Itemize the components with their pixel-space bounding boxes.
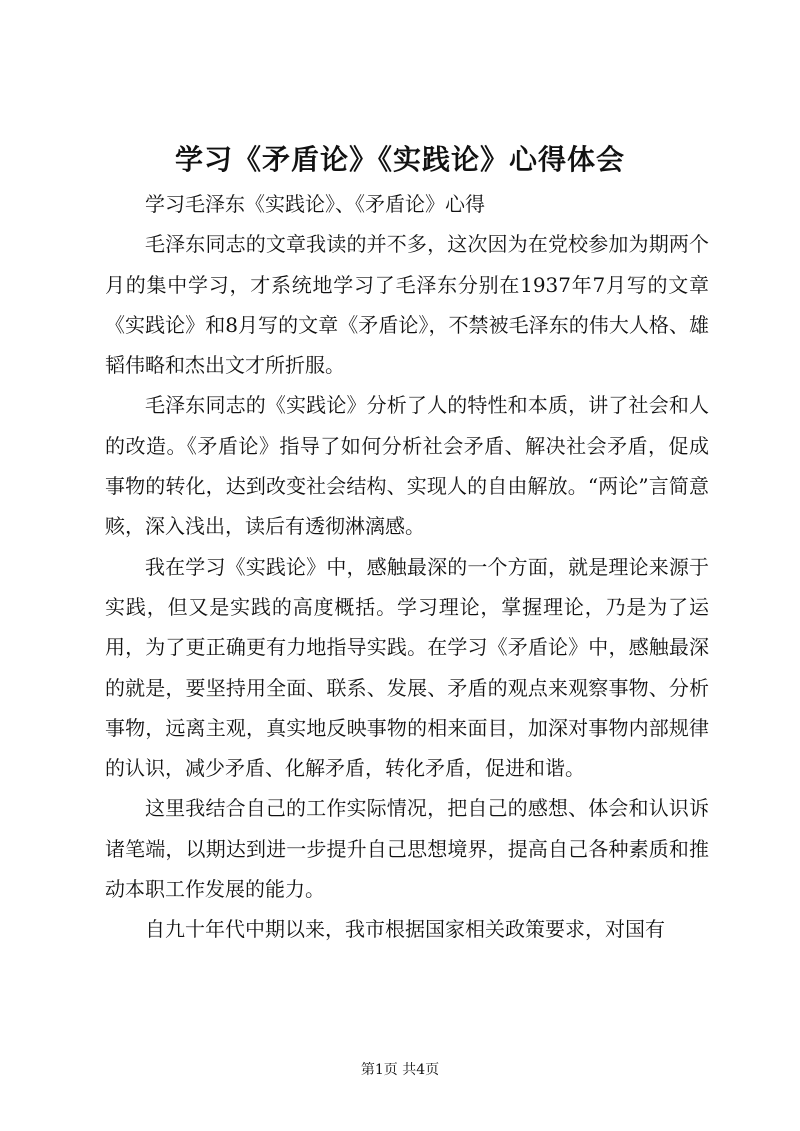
paragraph: 自九十年代中期以来，我市根据国家相关政策要求，对国有 [145, 917, 665, 942]
page-number-footer: 第1页 共4页 [360, 1062, 440, 1078]
paragraph: 这里我结合自己的工作实际情况，把自己的感想、体会和认识诉诸笔端，以期达到进一步提升自己思想境界，提高自己各种素质和推动本职工作发展的能力。 [105, 796, 709, 902]
document-title: 学习《矛盾论》《实践论》心得体会 [174, 143, 625, 176]
paragraph: 我在学习《实践论》中，感触最深的一个方面，就是理论来源于实践，但又是实践的高度概括。学习理论，掌握理论，乃是为了运用，为了更正确更有力地指导实践。在学习《矛盾论》中，感触最深的就是，要坚持用全面、联系、发展、矛盾的观点来观察事物、分析事物，远离主观，真实地反映事物的相来面目，加深对事物内部规律的认识，减少矛盾、化解矛盾，转化矛盾，促进和谐。 [105, 554, 709, 781]
paragraph: 毛泽东同志的《实践论》分析了人的特性和本质，讲了社会和人的改造。《矛盾论》指导了如何分析社会矛盾、解决社会矛盾，促成事物的转化，达到改变社会结构、实现人的自由解放。“两论”言简意赅，深入浅出，读后有透彻淋漓感。 [105, 393, 709, 539]
document-body [105, 184, 709, 950]
paragraph: 毛泽东同志的文章我读的并不多，这次因为在党校参加为期两个月的集中学习，才系统地学习了毛泽东分别在1937年7月写的文章《实践论》和8月写的文章《矛盾论》，不禁被毛泽东的伟大人格、雄韬伟略和杰出文才所折服。 [105, 232, 709, 378]
paragraph-subtitle: 学习毛泽东《实践论》、《矛盾论》心得 [145, 192, 485, 216]
